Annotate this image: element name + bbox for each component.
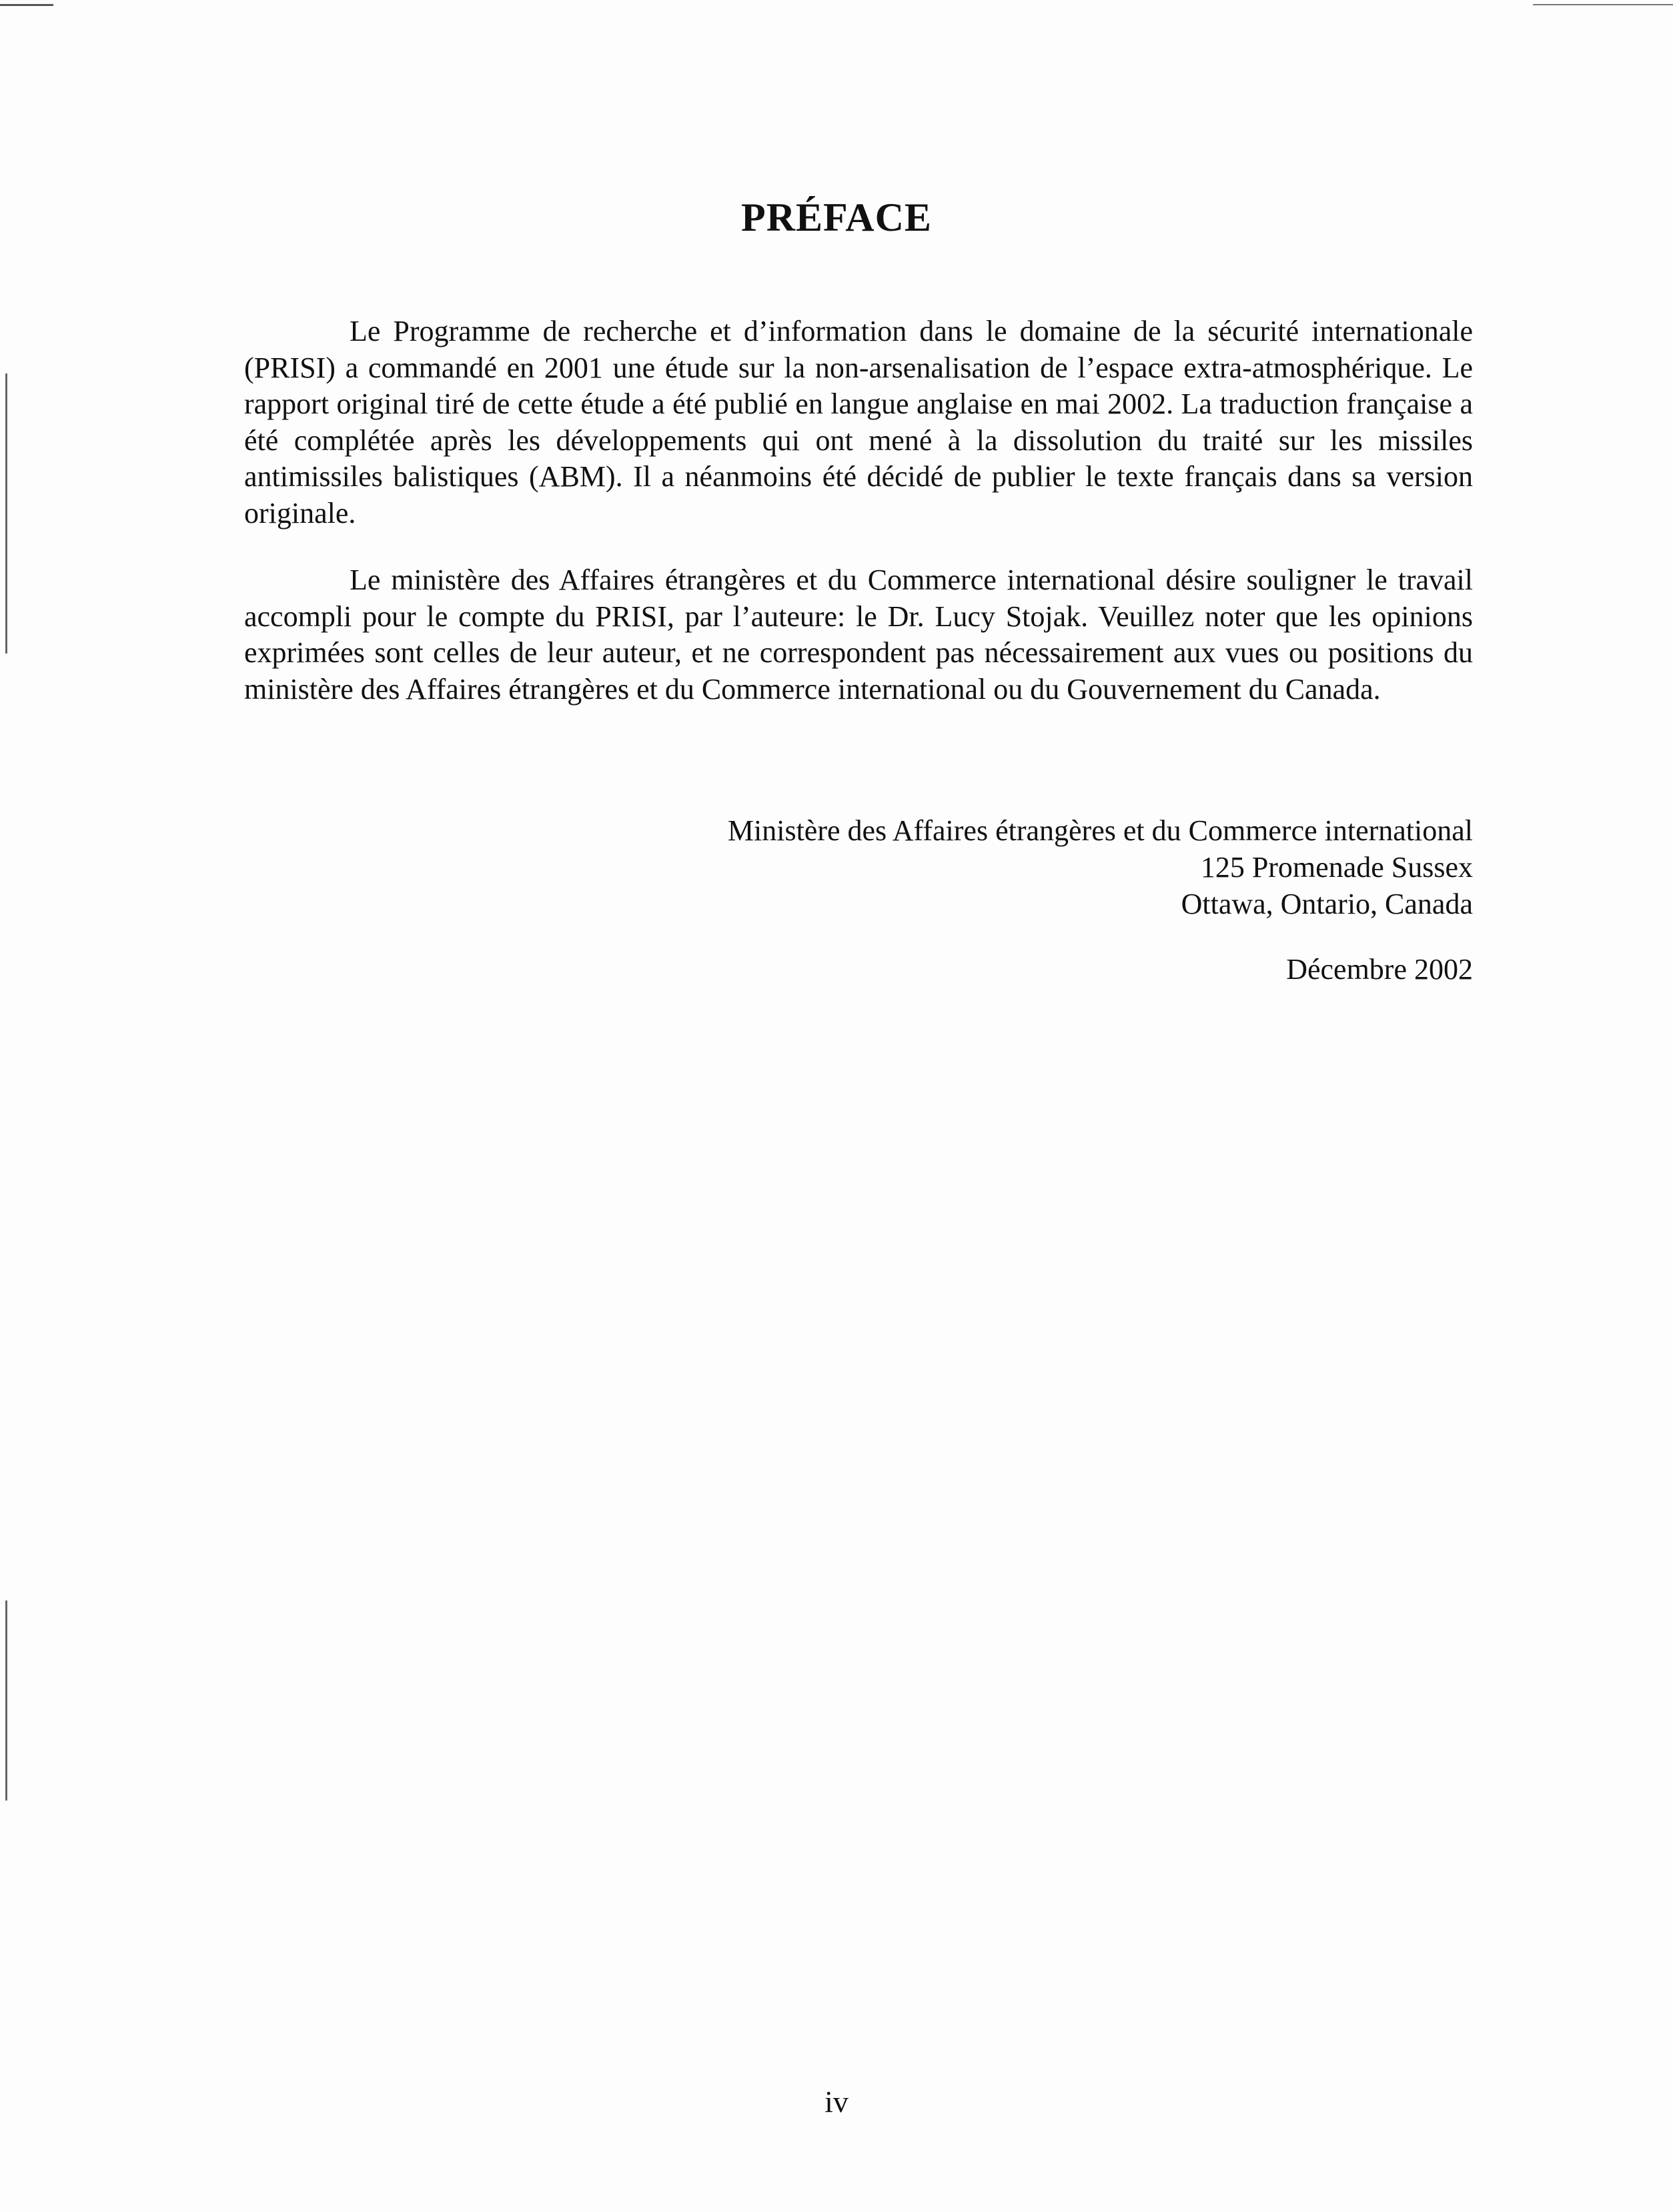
address-line-city: Ottawa, Ontario, Canada: [1181, 888, 1473, 920]
page-number: iv: [824, 2085, 849, 2119]
address-line-organization: Ministère des Affaires étrangères et du Commerce international: [727, 814, 1473, 847]
scan-artifact: [1533, 4, 1673, 5]
scan-artifact: [0, 4, 53, 6]
paragraph-text: Le ministère des Affaires étrangères et du Commerce international désire souligner le travail accompli pour le compte du PRISI, par l’auteure: le Dr. Lucy Stojak. Veuillez noter que les opinions exprimées sont celles de leur auteur, et ne correspondent pas nécessairement aux vues ou positions du ministère des Affaires étrangères et du Commerce international ou du Gouvernement du Canada.: [244, 564, 1473, 706]
paragraph-text: Le Programme de recherche et d’information dans le domaine de la sécurité internationale (PRISI) a commandé en 2001 une étude sur la non-arsenalisation de l’espace extra-atmosphérique. Le rapport original tiré de cette étude a été publié en langue anglaise en mai 2002. La traduction française a été complétée après les développements qui ont mené à la dissolution du traité sur les missiles antimissiles balistiques (ABM). Il a néanmoins été décidé de publier le texte français dans sa version originale.: [244, 315, 1473, 529]
paragraph-2: [244, 562, 1473, 708]
sender-address: [728, 812, 1473, 922]
scan-artifact: [5, 1600, 7, 1801]
paragraph-1: [244, 313, 1473, 531]
address-line-street: 125 Promenade Sussex: [1200, 851, 1473, 884]
page-title: PRÉFACE: [741, 195, 932, 239]
document-date: Décembre 2002: [1286, 953, 1473, 986]
scan-artifact: [5, 373, 7, 654]
